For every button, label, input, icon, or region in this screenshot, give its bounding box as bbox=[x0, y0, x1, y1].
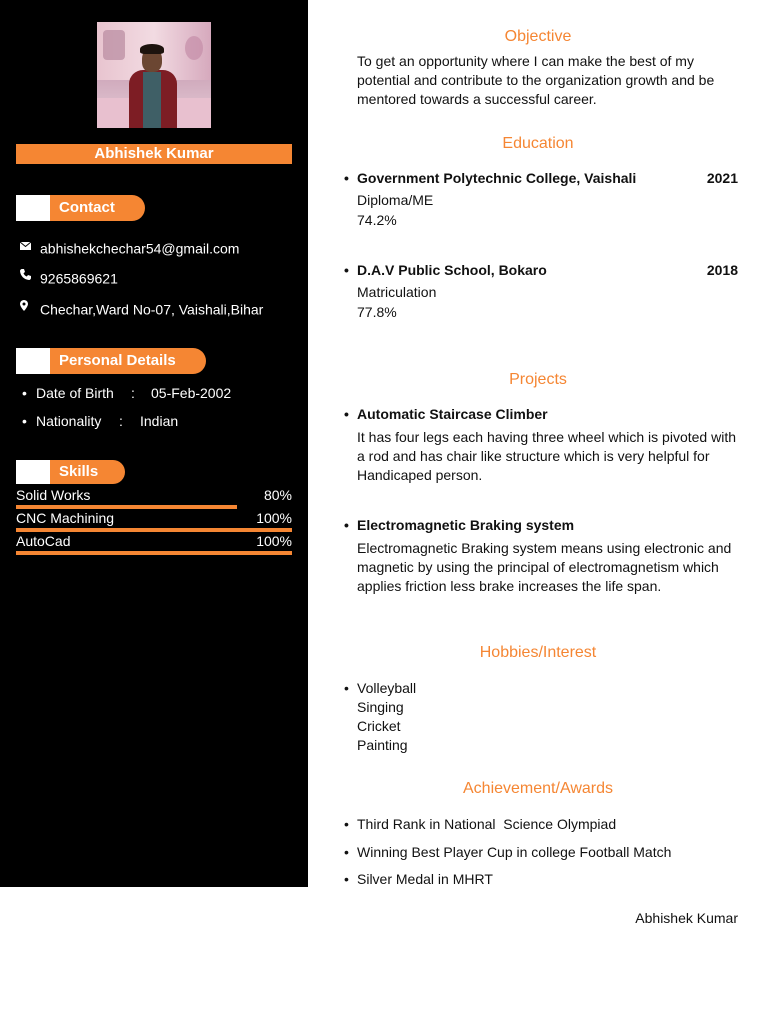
school-name: D.A.V Public School, Bokaro bbox=[357, 262, 547, 278]
skill-item bbox=[16, 487, 292, 509]
bullet-icon: • bbox=[344, 816, 349, 832]
skills-title: Skills bbox=[59, 463, 99, 480]
education-course: Diploma/ME bbox=[357, 192, 434, 208]
achievement-text: Third Rank in National Science Olympiad bbox=[357, 816, 617, 832]
signature: Abhishek Kumar bbox=[635, 910, 738, 926]
bullet-icon: • bbox=[344, 517, 349, 533]
skill-percent: 100% bbox=[256, 510, 292, 526]
hobby-item: Painting bbox=[357, 737, 408, 753]
bullet-icon: • bbox=[344, 871, 349, 887]
candidate-name: Abhishek Kumar bbox=[16, 144, 292, 164]
project-name bbox=[344, 405, 548, 423]
skills-heading bbox=[16, 460, 125, 484]
hobby-text: Volleyball bbox=[357, 680, 417, 696]
education-heading: Education bbox=[502, 135, 574, 152]
bullet-icon: • bbox=[22, 413, 27, 429]
contact-phone[interactable]: 9265869621 bbox=[40, 270, 118, 287]
personal-details-title: Personal Details bbox=[59, 352, 176, 369]
skill-percent: 100% bbox=[256, 533, 292, 549]
bullet-icon: • bbox=[344, 170, 349, 186]
skill-percent: 80% bbox=[263, 487, 292, 503]
project-title: Electromagnetic Braking system bbox=[357, 517, 575, 533]
objective-text: To get an opportunity where I can make the best of my potential and contribute to the organization growth and be mentored towards a successful career. bbox=[357, 53, 715, 107]
profile-photo bbox=[97, 22, 211, 128]
contact-email[interactable]: abhishekchechar54@gmail.com bbox=[40, 240, 240, 257]
contact-email-row[interactable] bbox=[20, 238, 239, 256]
dob-label: Date of Birth bbox=[36, 385, 114, 401]
contact-title: Contact bbox=[59, 199, 115, 216]
skill-bar-fill bbox=[16, 505, 237, 509]
personal-detail-row bbox=[22, 384, 231, 402]
hobby-item: Cricket bbox=[357, 718, 401, 734]
achievements-heading: Achievement/Awards bbox=[463, 780, 613, 797]
dob-value: 05-Feb-2002 bbox=[151, 385, 232, 401]
skill-bar bbox=[16, 505, 292, 509]
bullet-icon: • bbox=[344, 844, 349, 860]
skill-bar-fill bbox=[16, 528, 292, 532]
project-title: Automatic Staircase Climber bbox=[357, 406, 548, 422]
sidebar bbox=[0, 0, 308, 887]
education-year: 2018 bbox=[706, 262, 738, 278]
nationality-separator: : bbox=[119, 413, 123, 429]
nationality-label: Nationality bbox=[36, 413, 102, 429]
contact-address: Chechar,Ward No-07, Vaishali,Bihar bbox=[40, 301, 264, 318]
objective-heading: Objective bbox=[504, 28, 572, 45]
nationality-value: Indian bbox=[140, 413, 179, 429]
skill-name: CNC Machining bbox=[16, 510, 115, 526]
project-description: It has four legs each having three wheel which is pivoted with a rod and has chair like structure which is very helpful for Handicaped person. bbox=[357, 429, 736, 483]
bullet-icon: • bbox=[344, 406, 349, 422]
envelope-icon bbox=[20, 239, 40, 257]
education-school bbox=[344, 169, 636, 187]
education-school bbox=[344, 261, 547, 279]
skill-item bbox=[16, 510, 292, 532]
education-year: 2021 bbox=[706, 170, 738, 186]
personal-detail-row bbox=[22, 412, 178, 430]
contact-phone-row[interactable] bbox=[20, 268, 118, 286]
skill-item bbox=[16, 533, 292, 555]
bullet-icon: • bbox=[344, 680, 349, 696]
bullet-icon: • bbox=[344, 262, 349, 278]
skill-bar bbox=[16, 528, 292, 532]
projects-heading: Projects bbox=[509, 371, 567, 388]
contact-heading bbox=[16, 195, 145, 221]
contact-address-row bbox=[20, 299, 263, 317]
education-score: 74.2% bbox=[357, 212, 397, 228]
skill-bar bbox=[16, 551, 292, 555]
hobby-item: Singing bbox=[357, 699, 404, 715]
education-score: 77.8% bbox=[357, 304, 397, 320]
personal-details-heading bbox=[16, 348, 206, 374]
achievement-item bbox=[344, 815, 616, 834]
skill-bar-fill bbox=[16, 551, 292, 555]
phone-icon bbox=[20, 269, 40, 287]
education-course: Matriculation bbox=[357, 284, 437, 300]
achievement-text: Silver Medal in MHRT bbox=[357, 871, 493, 887]
achievement-item bbox=[344, 843, 671, 862]
location-pin-icon bbox=[20, 300, 40, 318]
bullet-icon: • bbox=[22, 385, 27, 401]
achievement-text: Winning Best Player Cup in college Football Match bbox=[357, 844, 672, 860]
hobbies-heading: Hobbies/Interest bbox=[479, 644, 597, 661]
school-name: Government Polytechnic College, Vaishali bbox=[357, 170, 637, 186]
hobby-item bbox=[344, 679, 416, 698]
dob-separator: : bbox=[131, 385, 135, 401]
project-description: Electromagnetic Braking system means using electronic and magnetic by using the principal of electromagnetism which applies friction less brake increases the life span. bbox=[357, 540, 732, 594]
skill-name: Solid Works bbox=[16, 487, 91, 503]
achievement-item bbox=[344, 870, 493, 889]
skill-name: AutoCad bbox=[16, 533, 71, 549]
project-name bbox=[344, 516, 574, 534]
